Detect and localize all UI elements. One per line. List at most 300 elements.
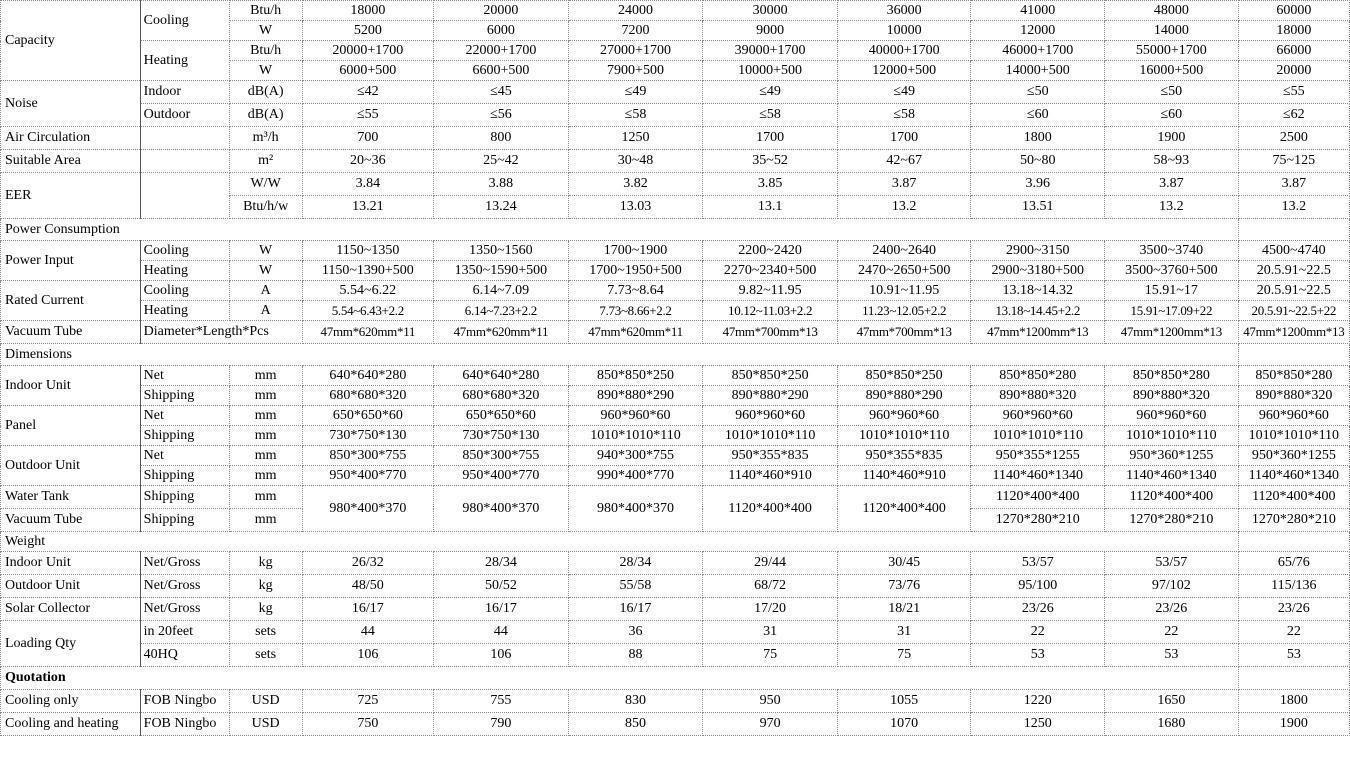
value-cell: 960*960*60 (703, 406, 838, 426)
table-row (1, 667, 1350, 690)
value-cell: 1250 (568, 127, 703, 150)
value-cell: 1140*460*910 (837, 466, 971, 486)
unit-cell: sets (229, 621, 302, 644)
value-cell: 13.18~14.45+2.2 (971, 301, 1105, 321)
value-cell: 890*880*290 (837, 386, 971, 406)
unit-cell: m² (229, 150, 302, 173)
value-cell: 1120*400*400 (971, 486, 1105, 509)
value-cell: 1650 (1105, 690, 1239, 713)
row-label: Outdoor Unit (1, 446, 141, 486)
sub-label: Heating (140, 41, 229, 81)
value-cell: 6000 (434, 21, 569, 41)
sub-label: FOB Ningbo (140, 713, 229, 736)
value-cell: 1700 (703, 127, 838, 150)
value-cell: 980*400*370 (302, 486, 434, 532)
value-cell: 5.54~6.22 (302, 281, 434, 301)
value-cell: 3.87 (837, 173, 971, 196)
value-cell: 3.88 (434, 173, 569, 196)
value-cell: 29/44 (703, 552, 838, 575)
value-cell: 1140*460*1340 (1105, 466, 1239, 486)
value-cell: 3.87 (1105, 173, 1239, 196)
value-cell: 3500~3740 (1105, 241, 1239, 261)
row-label: Vacuum Tube (1, 509, 141, 532)
value-cell: 1010*1010*110 (971, 426, 1105, 446)
value-cell: 950*360*1255 (1105, 446, 1239, 466)
unit-cell: W (229, 241, 302, 261)
unit-cell: kg (229, 575, 302, 598)
value-cell: 1900 (1238, 713, 1349, 736)
table-row (1, 1, 1350, 21)
value-cell: 890*880*320 (1238, 386, 1349, 406)
value-cell: 20.5.91~22.5 (1238, 261, 1349, 281)
unit-cell: USD (229, 713, 302, 736)
value-cell: 1120*400*400 (1238, 486, 1349, 509)
section-header: Dimensions (1, 344, 1239, 366)
value-cell: 106 (434, 644, 569, 667)
value-cell: 730*750*130 (434, 426, 569, 446)
value-cell: 47mm*1200mm*13 (1238, 321, 1349, 344)
value-cell: 850*850*280 (971, 366, 1105, 386)
table-row (1, 466, 1350, 486)
value-cell: 640*640*280 (434, 366, 569, 386)
value-cell: 13.51 (971, 196, 1105, 219)
value-cell: 7.73~8.64 (568, 281, 703, 301)
table-row (1, 281, 1350, 301)
unit-cell: mm (229, 426, 302, 446)
value-cell: 3.87 (1238, 173, 1349, 196)
value-cell: 6000+500 (302, 61, 434, 81)
unit-cell: A (229, 281, 302, 301)
unit-cell: sets (229, 644, 302, 667)
value-cell: 53 (1238, 644, 1349, 667)
unit-cell: A (229, 301, 302, 321)
unit-cell: Btu/h/w (229, 196, 302, 219)
value-cell: 47mm*620mm*11 (302, 321, 434, 344)
sub-label (140, 127, 229, 150)
value-cell: 25~42 (434, 150, 569, 173)
table-row (1, 104, 1350, 127)
value-cell: ≤58 (568, 104, 703, 127)
value-cell: 35~52 (703, 150, 838, 173)
table-row (1, 127, 1350, 150)
value-cell: ≤60 (1105, 104, 1239, 127)
value-cell: 55/58 (568, 575, 703, 598)
value-cell: 75 (703, 644, 838, 667)
row-label: Cooling and heating (1, 713, 141, 736)
section-label: Power Input (1, 241, 141, 281)
sub-label: Indoor (140, 81, 229, 104)
section-header: Quotation (1, 667, 1239, 690)
value-cell: 23/26 (1238, 598, 1349, 621)
sub-label: Shipping (140, 426, 229, 446)
value-cell: 9000 (703, 21, 838, 41)
value-cell: 39000+1700 (703, 41, 838, 61)
value-cell: 890*880*290 (568, 386, 703, 406)
sub-label: Net/Gross (140, 552, 229, 575)
value-cell: 11.23~12.05+2.2 (837, 301, 971, 321)
sub-label: Cooling (140, 241, 229, 261)
value-cell: 97/102 (1105, 575, 1239, 598)
value-cell: 16000+500 (1105, 61, 1239, 81)
section-label: Capacity (1, 1, 141, 81)
value-cell: 16/17 (434, 598, 569, 621)
value-cell: 46000+1700 (971, 41, 1105, 61)
value-cell: 1010*1010*110 (1105, 426, 1239, 446)
row-label: Panel (1, 406, 141, 446)
value-cell: 13.2 (1238, 196, 1349, 219)
section-label: Loading Qty (1, 621, 141, 667)
value-cell: 13.2 (1105, 196, 1239, 219)
table-cell (1238, 219, 1349, 241)
value-cell: 990*400*770 (568, 466, 703, 486)
sub-label: FOB Ningbo (140, 690, 229, 713)
value-cell: 2400~2640 (837, 241, 971, 261)
sub-label: Heating (140, 301, 229, 321)
value-cell: 47mm*700mm*13 (703, 321, 838, 344)
table-row (1, 219, 1350, 241)
value-cell: 53/57 (1105, 552, 1239, 575)
table-cell (1238, 532, 1349, 552)
value-cell: 28/34 (434, 552, 569, 575)
value-cell: 7.73~8.66+2.2 (568, 301, 703, 321)
value-cell: 12000 (971, 21, 1105, 41)
unit-cell: mm (229, 366, 302, 386)
value-cell: 13.2 (837, 196, 971, 219)
value-cell: 1070 (837, 713, 971, 736)
value-cell: 53/57 (971, 552, 1105, 575)
value-cell: 1010*1010*110 (568, 426, 703, 446)
value-cell: 23/26 (971, 598, 1105, 621)
value-cell: 58~93 (1105, 150, 1239, 173)
value-cell: 725 (302, 690, 434, 713)
value-cell: 950*355*835 (837, 446, 971, 466)
value-cell: 42~67 (837, 150, 971, 173)
value-cell: 20~36 (302, 150, 434, 173)
value-cell: 5200 (302, 21, 434, 41)
value-cell: 650*650*60 (302, 406, 434, 426)
value-cell: ≤55 (1238, 81, 1349, 104)
table-cell (1238, 344, 1349, 366)
value-cell: 850*850*250 (837, 366, 971, 386)
value-cell: 53 (1105, 644, 1239, 667)
sub-label: in 20feet (140, 621, 229, 644)
value-cell: 47mm*620mm*11 (568, 321, 703, 344)
row-label: Solar Collector (1, 598, 141, 621)
table-cell (1238, 667, 1349, 690)
table-row (1, 575, 1350, 598)
value-cell: ≤49 (837, 81, 971, 104)
table-row (1, 552, 1350, 575)
value-cell: 4500~4740 (1238, 241, 1349, 261)
value-cell: 23/26 (1105, 598, 1239, 621)
value-cell: 115/136 (1238, 575, 1349, 598)
value-cell: ≤60 (971, 104, 1105, 127)
unit-cell: Btu/h (229, 1, 302, 21)
value-cell: 55000+1700 (1105, 41, 1239, 61)
value-cell: 12000+500 (837, 61, 971, 81)
value-cell: 16/17 (302, 598, 434, 621)
section-label: Rated Current (1, 281, 141, 321)
value-cell: 15.91~17.09+22 (1105, 301, 1239, 321)
value-cell: 20000 (434, 1, 569, 21)
unit-cell: USD (229, 690, 302, 713)
row-label: Outdoor Unit (1, 575, 141, 598)
value-cell: 3.82 (568, 173, 703, 196)
value-cell: 22000+1700 (434, 41, 569, 61)
value-cell: 65/76 (1238, 552, 1349, 575)
value-cell: 18000 (302, 1, 434, 21)
value-cell: 1350~1560 (434, 241, 569, 261)
value-cell: 1220 (971, 690, 1105, 713)
section-header: Power Consumption (1, 219, 1239, 241)
value-cell: 1270*280*210 (1238, 509, 1349, 532)
table-row (1, 366, 1350, 386)
table-row (1, 644, 1350, 667)
table-row (1, 406, 1350, 426)
value-cell: 2900~3180+500 (971, 261, 1105, 281)
unit-cell: dB(A) (229, 81, 302, 104)
value-cell: 20000+1700 (302, 41, 434, 61)
value-cell: 890*880*320 (1105, 386, 1239, 406)
sub-label: Heating (140, 261, 229, 281)
value-cell: ≤49 (568, 81, 703, 104)
unit-cell: mm (229, 509, 302, 532)
value-cell: 1680 (1105, 713, 1239, 736)
value-cell: 30/45 (837, 552, 971, 575)
value-cell: ≤58 (837, 104, 971, 127)
table-row (1, 150, 1350, 173)
value-cell: 50~80 (971, 150, 1105, 173)
unit-cell: W (229, 61, 302, 81)
value-cell: ≤56 (434, 104, 569, 127)
table-row (1, 301, 1350, 321)
value-cell: 10.91~11.95 (837, 281, 971, 301)
row-label: Cooling only (1, 690, 141, 713)
unit-cell: mm (229, 446, 302, 466)
sub-label: Net (140, 446, 229, 466)
value-cell: 10000 (837, 21, 971, 41)
value-cell: 68/72 (703, 575, 838, 598)
value-cell: 2200~2420 (703, 241, 838, 261)
value-cell: 850*850*280 (1238, 366, 1349, 386)
value-cell: 1150~1350 (302, 241, 434, 261)
value-cell: ≤62 (1238, 104, 1349, 127)
value-cell: 17/20 (703, 598, 838, 621)
value-cell: 3500~3760+500 (1105, 261, 1239, 281)
value-cell: ≤45 (434, 81, 569, 104)
sub-label: Net/Gross (140, 598, 229, 621)
unit-cell: m³/h (229, 127, 302, 150)
unit-cell: dB(A) (229, 104, 302, 127)
sub-label: 40HQ (140, 644, 229, 667)
sub-label: Shipping (140, 386, 229, 406)
unit-cell: W (229, 21, 302, 41)
value-cell: 14000 (1105, 21, 1239, 41)
value-cell: 960*960*60 (971, 406, 1105, 426)
value-cell: 730*750*130 (302, 426, 434, 446)
sub-label: Shipping (140, 486, 229, 509)
value-cell: 20.5.91~22.5+22 (1238, 301, 1349, 321)
value-cell: 850*850*280 (1105, 366, 1239, 386)
value-cell: 1010*1010*110 (1238, 426, 1349, 446)
section-header: Weight (1, 532, 1239, 552)
value-cell: 9.82~11.95 (703, 281, 838, 301)
value-cell: 1250 (971, 713, 1105, 736)
value-cell: 755 (434, 690, 569, 713)
value-cell: 31 (703, 621, 838, 644)
value-cell: 980*400*370 (434, 486, 569, 532)
value-cell: 75~125 (1238, 150, 1349, 173)
row-label: Vacuum Tube (1, 321, 141, 344)
value-cell: 6.14~7.09 (434, 281, 569, 301)
value-cell: 850*850*250 (568, 366, 703, 386)
value-cell: 3.96 (971, 173, 1105, 196)
value-cell: 50/52 (434, 575, 569, 598)
value-cell: 850*300*755 (434, 446, 569, 466)
value-cell: 700 (302, 127, 434, 150)
value-cell: 960*960*60 (1105, 406, 1239, 426)
table-row (1, 532, 1350, 552)
value-cell: 3.85 (703, 173, 838, 196)
value-cell: 640*640*280 (302, 366, 434, 386)
value-cell: 2500 (1238, 127, 1349, 150)
sub-label: Net (140, 406, 229, 426)
sub-label: Net/Gross (140, 575, 229, 598)
unit-cell: mm (229, 386, 302, 406)
value-cell: 48/50 (302, 575, 434, 598)
value-cell: 22 (1105, 621, 1239, 644)
value-cell: 44 (302, 621, 434, 644)
value-cell: 95/100 (971, 575, 1105, 598)
value-cell: 13.21 (302, 196, 434, 219)
unit-cell: kg (229, 598, 302, 621)
sub-label: Diameter*Length*Pcs (140, 321, 302, 344)
value-cell: 2470~2650+500 (837, 261, 971, 281)
value-cell: 20000 (1238, 61, 1349, 81)
value-cell: 47mm*1200mm*13 (971, 321, 1105, 344)
section-label: Noise (1, 81, 141, 127)
value-cell: 47mm*700mm*13 (837, 321, 971, 344)
value-cell: 36000 (837, 1, 971, 21)
value-cell: 106 (302, 644, 434, 667)
value-cell: 950*355*835 (703, 446, 838, 466)
value-cell: 40000+1700 (837, 41, 971, 61)
value-cell: 16/17 (568, 598, 703, 621)
value-cell: 31 (837, 621, 971, 644)
unit-cell: Btu/h (229, 41, 302, 61)
unit-cell: W (229, 261, 302, 281)
value-cell: 41000 (971, 1, 1105, 21)
value-cell: 680*680*320 (434, 386, 569, 406)
value-cell: 1900 (1105, 127, 1239, 150)
value-cell: 10.12~11.03+2.2 (703, 301, 838, 321)
value-cell: 1140*460*910 (703, 466, 838, 486)
value-cell: 28/34 (568, 552, 703, 575)
value-cell: 950 (703, 690, 838, 713)
value-cell: 960*960*60 (568, 406, 703, 426)
value-cell: 1350~1590+500 (434, 261, 569, 281)
table-row (1, 690, 1350, 713)
unit-cell: mm (229, 406, 302, 426)
table-row (1, 621, 1350, 644)
value-cell: 1150~1390+500 (302, 261, 434, 281)
value-cell: 2270~2340+500 (703, 261, 838, 281)
value-cell: ≤55 (302, 104, 434, 127)
value-cell: 22 (971, 621, 1105, 644)
value-cell: 1800 (1238, 690, 1349, 713)
value-cell: 6.14~7.23+2.2 (434, 301, 569, 321)
value-cell: 680*680*320 (302, 386, 434, 406)
value-cell: 1270*280*210 (1105, 509, 1239, 532)
value-cell: 850*850*250 (703, 366, 838, 386)
value-cell: 970 (703, 713, 838, 736)
value-cell: 13.18~14.32 (971, 281, 1105, 301)
value-cell: 1140*460*1340 (1238, 466, 1349, 486)
value-cell: 18000 (1238, 21, 1349, 41)
table-row (1, 344, 1350, 366)
value-cell: 36 (568, 621, 703, 644)
table-row (1, 713, 1350, 736)
value-cell: 1055 (837, 690, 971, 713)
table-row (1, 41, 1350, 61)
value-cell: 1270*280*210 (971, 509, 1105, 532)
value-cell: 1700~1950+500 (568, 261, 703, 281)
unit-cell: mm (229, 486, 302, 509)
row-label: Indoor Unit (1, 552, 141, 575)
value-cell: 13.24 (434, 196, 569, 219)
value-cell: 1140*460*1340 (971, 466, 1105, 486)
value-cell: 30000 (703, 1, 838, 21)
value-cell: 18/21 (837, 598, 971, 621)
value-cell: 75 (837, 644, 971, 667)
sub-label: Shipping (140, 509, 229, 532)
value-cell: 48000 (1105, 1, 1239, 21)
value-cell: 73/76 (837, 575, 971, 598)
value-cell: 3.84 (302, 173, 434, 196)
value-cell: 1700~1900 (568, 241, 703, 261)
value-cell: ≤58 (703, 104, 838, 127)
value-cell: 830 (568, 690, 703, 713)
value-cell: 960*960*60 (837, 406, 971, 426)
value-cell: 1800 (971, 127, 1105, 150)
value-cell: 1120*400*400 (703, 486, 838, 532)
value-cell: 950*400*770 (434, 466, 569, 486)
value-cell: 6600+500 (434, 61, 569, 81)
row-label: Indoor Unit (1, 366, 141, 406)
value-cell: 950*400*770 (302, 466, 434, 486)
table-row (1, 486, 1350, 509)
value-cell: ≤42 (302, 81, 434, 104)
value-cell: 13.03 (568, 196, 703, 219)
value-cell: ≤49 (703, 81, 838, 104)
table-row (1, 173, 1350, 196)
row-label: Air Circulation (1, 127, 141, 150)
unit-cell: mm (229, 466, 302, 486)
value-cell: 7200 (568, 21, 703, 41)
value-cell: 890*880*320 (971, 386, 1105, 406)
value-cell: 5.54~6.43+2.2 (302, 301, 434, 321)
sub-label: Outdoor (140, 104, 229, 127)
value-cell: ≤50 (971, 81, 1105, 104)
value-cell: 88 (568, 644, 703, 667)
value-cell: 27000+1700 (568, 41, 703, 61)
value-cell: 53 (971, 644, 1105, 667)
value-cell: 950*355*1255 (971, 446, 1105, 466)
value-cell: 800 (434, 127, 569, 150)
value-cell: 15.91~17 (1105, 281, 1239, 301)
table-row (1, 386, 1350, 406)
value-cell: 960*960*60 (1238, 406, 1349, 426)
